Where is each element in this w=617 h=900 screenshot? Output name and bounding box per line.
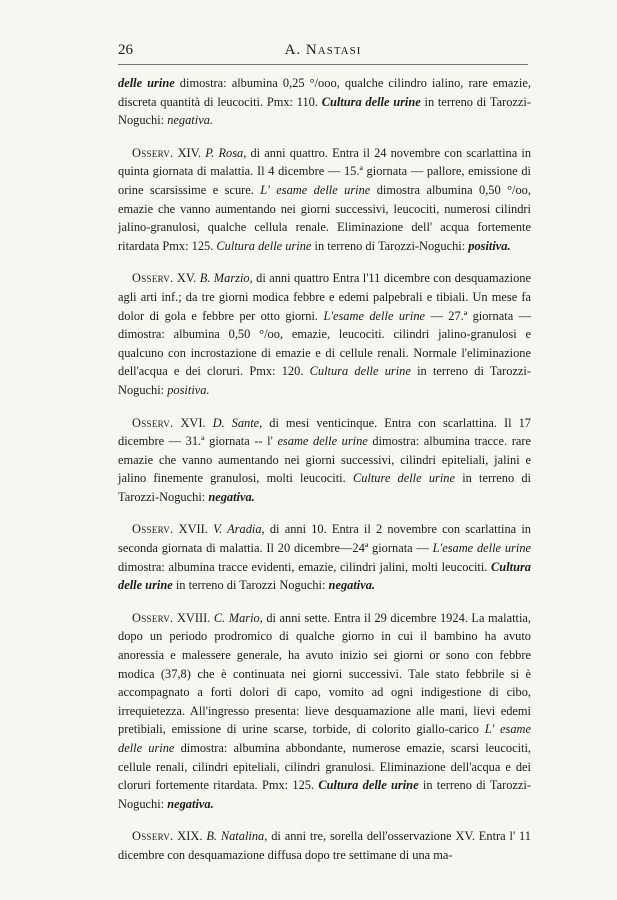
text-run: di anni tre, sorella dell'osservazione XV. Entra l' 11 dicembre con desquamazione diffusa dopo tre settimane di una ma- — [118, 829, 531, 862]
text-run: Cultura delle urine — [309, 364, 411, 379]
text-run: dimostra: albumina tracce evidenti, emazie, cilindri jalini, molti leucociti. — [118, 559, 492, 574]
paragraph-continuation — [118, 74, 531, 130]
text-run: — 27.ª giornata — dimostra: albumina 0,50 °/oo, emazie, leucociti. cilindri jalino-granulosi e qualcuno con incrostazione di emazie e di cellule renali. Normale l'eliminazione dell'acqua e dei cloruri. Pmx: 120. — [118, 308, 532, 379]
text-run: Osserv. — [132, 145, 174, 160]
text-run: negativa. — [208, 489, 255, 504]
text-run: , qualche cilindro ialino, rare emazie, discreta quantità di leucociti. Pmx: 110. — [118, 76, 531, 109]
text-run: esame delle urine — [277, 434, 368, 449]
text-run: L' esame delle urine — [260, 182, 371, 197]
text-run: Cultura delle urine — [321, 94, 421, 109]
text-run: di anni sette. Entra il 29 dicembre 1924. La malattia, dopo un periodo prodromico di qualche giorno in cui il bambino ha avuto anoressia e malessere generale, ha avuto inizio sei giorni or sono con febbre modica (37,8) che è continuata nei giorni successivi. Tale stato febbrile si è accompagnato a forti dolori di capo, vomito ad ogni indigestione di cibo, irrequietezza. All'ingresso presenta: lieve desquamazione alle mani, lievi edemi pretibiali, emissione di urine scarse, torbide, di colorito giallo-carico — [118, 610, 531, 737]
text-run: P. Rosa, — [205, 145, 247, 160]
running-head: A. Nastasi — [284, 42, 362, 58]
text-run: di anni quattro Entra l'11 dicembre con desquamazione agli arti inf.; da tre giorni modica febbre e edemi palpebrali e tibiali. Un mese fa dolor di gola e febbre per otto giorni. — [118, 271, 531, 323]
text-run: Cultura delle urine — [216, 238, 312, 253]
text-run: positiva. — [468, 238, 511, 253]
text-run: Osserv. — [132, 610, 174, 625]
text-run: D. Sante, — [212, 415, 263, 430]
text-run: L'esame delle urine — [432, 541, 532, 556]
text-run: in terreno di Tarozzi-Noguchi: — [118, 364, 531, 397]
text-run: Cultura delle urine — [318, 778, 419, 793]
paragraph-observation-xviii — [118, 609, 531, 814]
text-run: XIX. — [173, 829, 207, 844]
text-run: dimostra: albumina tracce. rare emazie che vanno aumentando nei giorni successivi, cilindri epiteliali, jalini e jalino finemente granulosi, molti leucociti. — [118, 434, 531, 486]
text-run: Cultura delle urine — [118, 559, 531, 593]
text-run: di mesi venticinque. Entra con scarlattina. Il 17 dicembre — 31.ª giornata -- l' — [118, 415, 531, 449]
text-run: XIV. — [173, 145, 206, 160]
text-run: XVII. — [173, 522, 214, 537]
text-run: XVI. — [173, 415, 213, 430]
text-run: positiva. — [167, 382, 210, 397]
text-run: in terreno di Tarozzi-Noguchi: — [118, 471, 531, 504]
text-run: V. Aradia, — [213, 522, 265, 537]
text-run: B. Natalina, — [206, 829, 268, 844]
paragraph-observation-xv — [118, 269, 531, 399]
text-run: L'esame delle urine — [323, 308, 426, 323]
text-run: Osserv. — [132, 829, 174, 844]
text-run: negativa. — [167, 113, 213, 128]
text-run: L' esame delle urine — [118, 722, 532, 755]
paragraph-observation-xix — [118, 827, 531, 864]
text-run: B. Marzio, — [199, 271, 253, 286]
text-run: C. Mario, — [213, 610, 263, 625]
paragraph-observation-xvii — [118, 520, 531, 594]
text-run: in terreno di Tarozzi-Noguchi: — [311, 238, 469, 253]
text-run: in terreno di Tarozzi-Noguchi: — [118, 778, 531, 811]
body-text — [118, 74, 531, 865]
text-run: dimostra: albumina 0,25 — [174, 76, 310, 90]
text-run: dimostra albumina 0,50 °/oo, emazie che vanno aumentando nei giorni successivi, leucociti, numerosi cilindri jalino-granulosi, qualche cellula renale. Eliminazione dell' acqua fortemente ritardata Pmx: 125. — [118, 182, 531, 253]
text-run: in terreno di Tarozzi-Noguchi: — [118, 94, 531, 128]
page-header — [118, 42, 528, 65]
text-run: Culture delle urine — [352, 471, 455, 486]
text-run: XV. — [173, 271, 200, 286]
text-run: Osserv. — [132, 271, 174, 286]
page-number: 26 — [118, 42, 133, 58]
text-run: Osserv. — [132, 415, 174, 430]
text-run: negativa. — [167, 796, 214, 811]
paragraph-observation-xvi — [118, 414, 531, 507]
text-run: XVIII. — [173, 610, 214, 625]
text-run: dimostra: albumina abbondante, numerose emazie, scarsi leucociti, cellule renali, cilindri epiteliali, cilindri granulosi. Eliminazione dell'acqua e dei cloruri fortemente ritardata. Pmx: 125. — [118, 741, 531, 793]
text-run: di anni 10. Entra il 2 novembre con scarlattina in seconda giornata di malattia. Il 20 dicembre—24ª giornata — — [118, 522, 531, 556]
text-run: di anni quattro. Entra il 24 novembre con scarlattina in quinta giornata di malattia. Il 4 dicembre — 15.ª giornata — pallore, emissione di orine scarsissime e scure. — [118, 145, 532, 197]
text-run: °/ooo — [309, 76, 337, 90]
paragraph-observation-xiv — [118, 144, 531, 256]
text-run: in terreno di Tarozzi Noguchi: — [172, 578, 329, 593]
text-run: delle urine — [118, 76, 175, 90]
text-run: negativa. — [328, 578, 376, 593]
text-run: Osserv. — [132, 522, 174, 537]
